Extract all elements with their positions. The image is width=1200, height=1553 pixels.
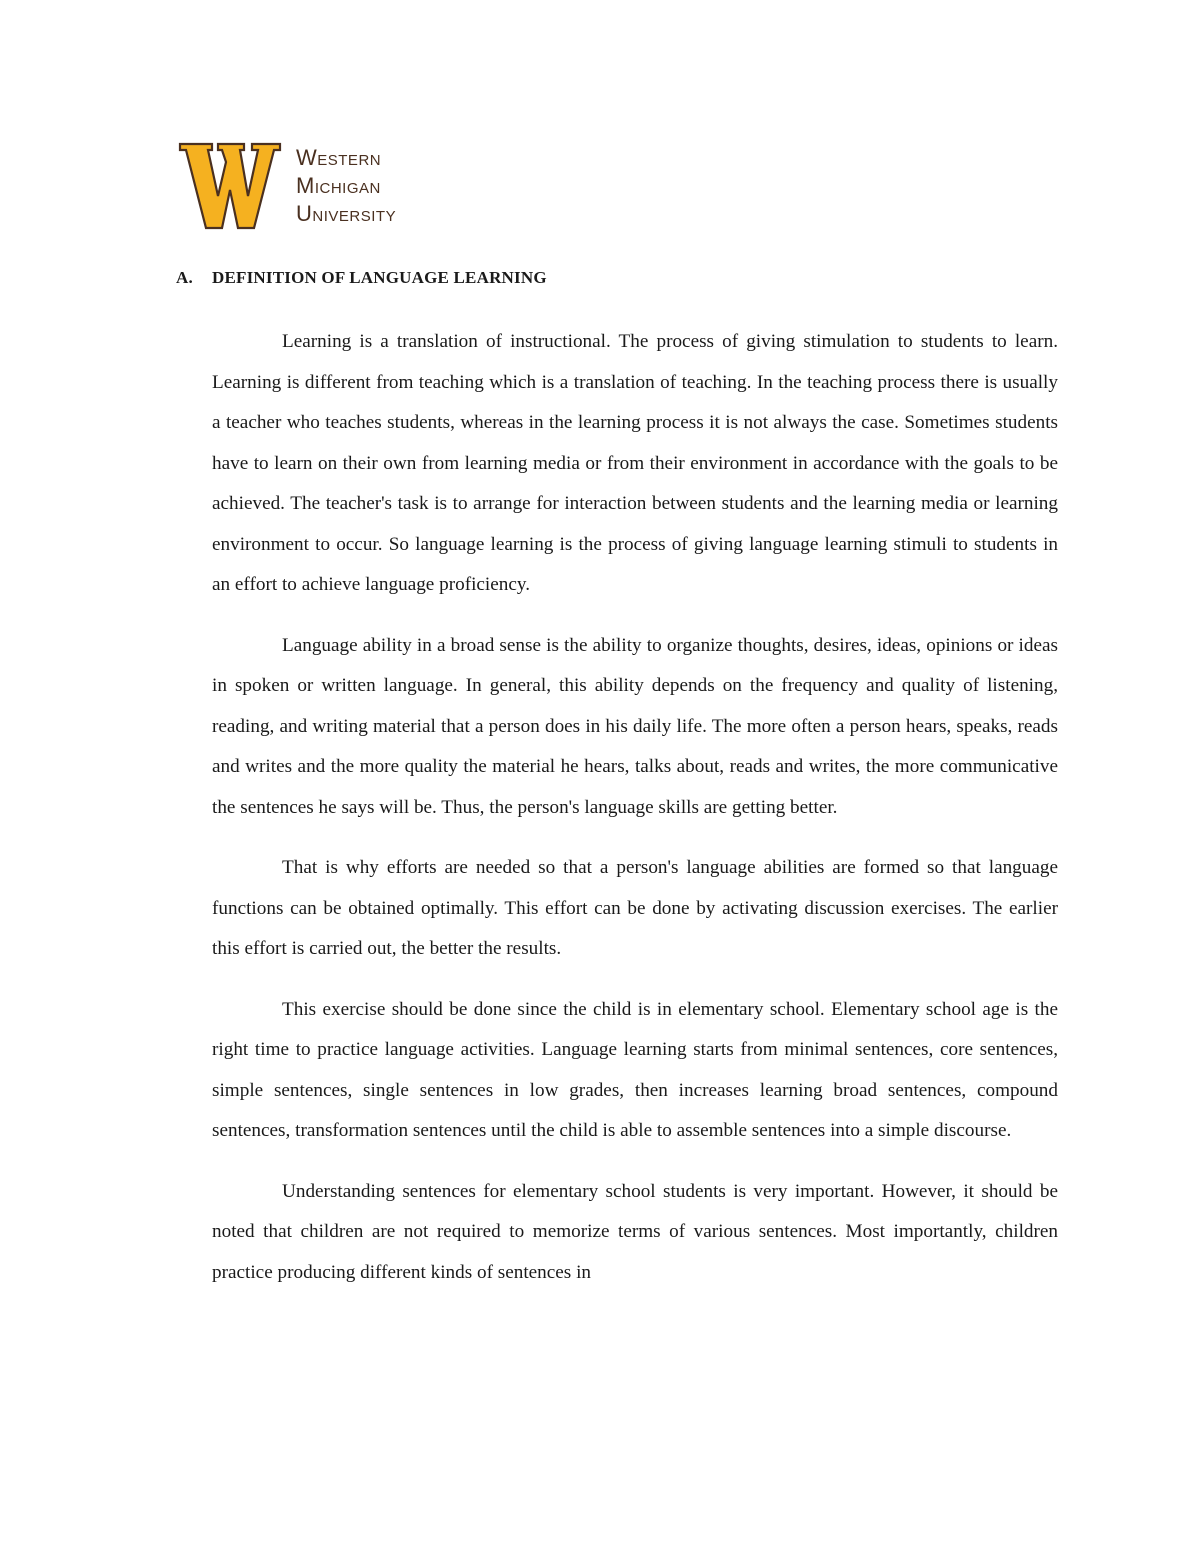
section-letter: A. — [176, 268, 193, 287]
paragraph: That is why efforts are needed so that a person's language abilities are formed so that language functions can be obtained optimally. This effort can be done by activating discussion exercises. The earlier this effort is carried out, the better the results. — [212, 857, 1058, 959]
wordmark-line-1: Western — [296, 145, 382, 170]
section-heading — [176, 268, 547, 288]
paragraph: Learning is a translation of instructional. The process of giving stimulation to students to learn. Learning is different from teaching which is a translation of teaching. In the teaching process there is usually a teacher who teaches students, whereas in the learning process it is not always the case. Sometimes students have to learn on their own from learning media or from their environment in accordance with the goals to be achieved. The teacher's task is to arrange for interaction between students and the learning media or learning environment to occur. So language learning is the process of giving language learning stimuli to students in an effort to achieve language proficiency. — [212, 331, 1058, 595]
w-logo-mark — [178, 140, 282, 232]
wordmark-line-3: University — [296, 201, 397, 226]
paragraph: This exercise should be done since the child is in elementary school. Elementary school age is the right time to practice language activities. Language learning starts from minimal sentences, core sentences, simple sentences, single sentences in low grades, then increases learning broad sentences, compound sentences, transformation sentences until the child is able to assemble sentences into a simple discourse. — [212, 998, 1058, 1141]
university-logo — [178, 140, 448, 235]
paragraph: Understanding sentences for elementary school students is very important. However, it should be noted that children are not required to memorize terms of various sentences. Most importantly, children practice producing different kinds of sentences in — [212, 1180, 1058, 1283]
wordmark-line-2: Michigan — [296, 173, 381, 198]
document-body — [212, 322, 1058, 1313]
paragraph: Language ability in a broad sense is the ability to organize thoughts, desires, ideas, opinions or ideas in spoken or written language. In general, this ability depends on the frequency and quality of listening, reading, and writing material that a person does in his daily life. The more often a person hears, speaks, reads and writes and the more quality the material he hears, talks about, reads and writes, the more communicative the sentences he says will be. Thus, the person's language skills are getting better. — [212, 634, 1058, 818]
university-wordmark — [296, 144, 396, 228]
section-title: DEFINITION OF LANGUAGE LEARNING — [212, 268, 547, 287]
